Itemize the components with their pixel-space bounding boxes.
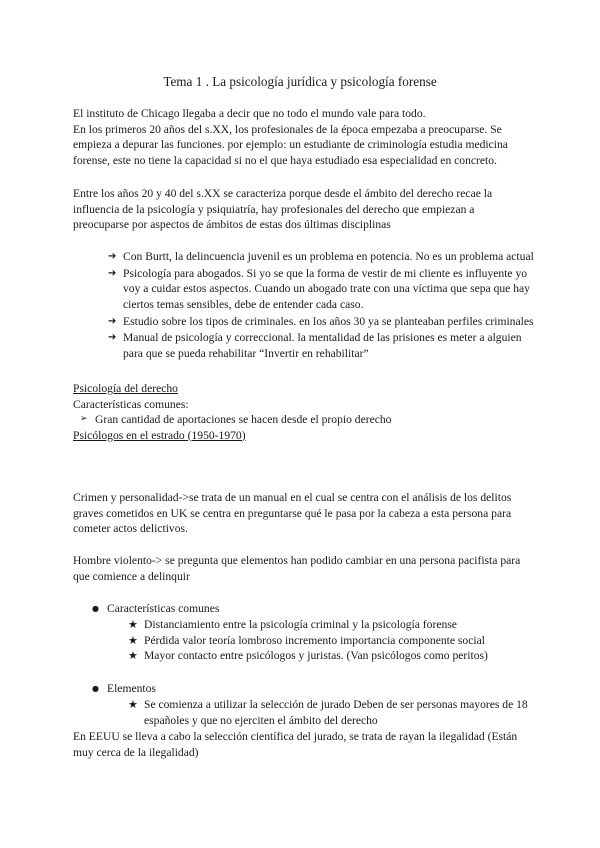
arrow-list — [108, 249, 536, 363]
triangle-bullet-icon: ➢ — [80, 414, 88, 424]
list-item-text: Distanciamiento entre la psicología criminal y la psicología forense — [144, 618, 457, 631]
list-item — [128, 617, 528, 633]
closing-paragraph — [73, 729, 533, 760]
list-item-text: Con Burtt, la delincuencia juvenil es un problema en potencia. No es un problema actual — [123, 250, 534, 263]
list-item-text: Mayor contacto entre psicólogos y juristas. (Van psicólogos como peritos) — [144, 649, 488, 662]
star-icon: ★ — [128, 698, 138, 711]
intro-block — [73, 106, 533, 168]
section-psicologia-derecho — [73, 381, 533, 443]
list-item-elementos — [92, 681, 532, 697]
list-item — [128, 633, 528, 649]
paragraph-2-text: Entre los años 20 y 40 del s.XX se caracteriza porque desde el ámbito del derecho recae la influencia de la psicología y psiquiatría, hay profesionales del derecho que empiezan a preocuparse por aspectos de ámbitos de estas dos últimas disciplinas — [73, 187, 493, 231]
list-item — [128, 697, 528, 728]
list-item-text: Pérdida valor teoría lombroso incremento importancia componente social — [144, 633, 485, 647]
star-icon: ★ — [128, 649, 138, 662]
arrow-bullet-icon: ➔ — [108, 315, 117, 327]
star-list-caracteristicas — [128, 617, 528, 664]
list-item-text: Gran cantidad de aportaciones se hacen desde el propio derecho — [95, 413, 392, 426]
section-heading-2: Psicólogos en el estrado (1950-1970) — [73, 428, 246, 442]
list-item — [108, 266, 536, 313]
hombre-text: Hombre violento-> se pregunta que elementos han podido cambiar en una persona pacifista para que comience a delinquir — [73, 554, 521, 583]
crimen-paragraph — [73, 490, 533, 537]
intro-line-2: En los primeros 20 años del s.XX, los profesionales de la época empezaba a preocuparse. Se empieza a depurar las funciones. por ejemplo: un estudiante de criminología estudia medicina forense, este no tiene la capacidad si no el que haya estudiado esa especialidad en concreto. — [73, 122, 508, 167]
list-item-text: Psicología para abogados. Si yo se que la forma de vestir de mi cliente es influyente yo voy a cuidar estos aspectos. Cuando un abogado trate con una víctima que sepa que hay ciertos temas sensibles, debe de entender cada caso. — [123, 266, 530, 311]
list-item-text: Manual de psicología y correccional. la mentalidad de las prisiones es meter a alguien para que se pueda rehabilitar “Invertir en rehabilitar” — [123, 331, 522, 360]
list-item-text: Se comienza a utilizar la selección de jurado Deben de ser personas mayores de 18 españoles y que no ejerciten el ámbito del derecho — [144, 698, 528, 727]
intro-line-1: El instituto de Chicago llegaba a decir que no todo el mundo vale para todo. — [73, 107, 426, 120]
list-item-label: Características comunes — [107, 602, 220, 615]
section-heading: Psicología del derecho — [73, 382, 178, 395]
star-icon: ★ — [128, 618, 138, 631]
list-item-text: Estudio sobre los tipos de criminales. en los años 30 ya se planteaban perfiles criminales — [123, 314, 534, 328]
hombre-paragraph — [73, 553, 533, 584]
document-title: Tema 1 . La psicología jurídica y psicología forense — [163, 74, 437, 89]
list-item — [80, 412, 533, 428]
list-item — [108, 330, 536, 361]
list-item — [128, 648, 528, 664]
list-item — [108, 249, 536, 265]
paragraph-2 — [73, 186, 533, 233]
list-item — [108, 314, 536, 330]
arrow-bullet-icon: ➔ — [108, 251, 117, 262]
star-list-elementos — [128, 697, 528, 728]
bullet-icon: ● — [92, 684, 99, 693]
star-icon: ★ — [128, 633, 138, 647]
closing-text: En EEUU se lleva a cabo la selección científica del jurado, se trata de rayan la ilegalidad (Están muy cerca de la ilegalidad) — [73, 730, 518, 759]
section-subheading: Características comunes: — [73, 397, 189, 411]
arrow-bullet-icon: ➔ — [108, 332, 117, 344]
list-item-label: Elementos — [107, 682, 156, 695]
bullet-icon: ● — [92, 604, 99, 613]
list-item-caracteristicas — [92, 601, 532, 617]
arrow-bullet-icon: ➔ — [108, 267, 117, 279]
crimen-text: Crimen y personalidad->se trata de un manual en el cual se centra con el análisis de los delitos graves cometidos en UK se centra en preguntarse qué le pasa por la cabeza a esta persona para cometer actos delictivos. — [73, 491, 512, 535]
